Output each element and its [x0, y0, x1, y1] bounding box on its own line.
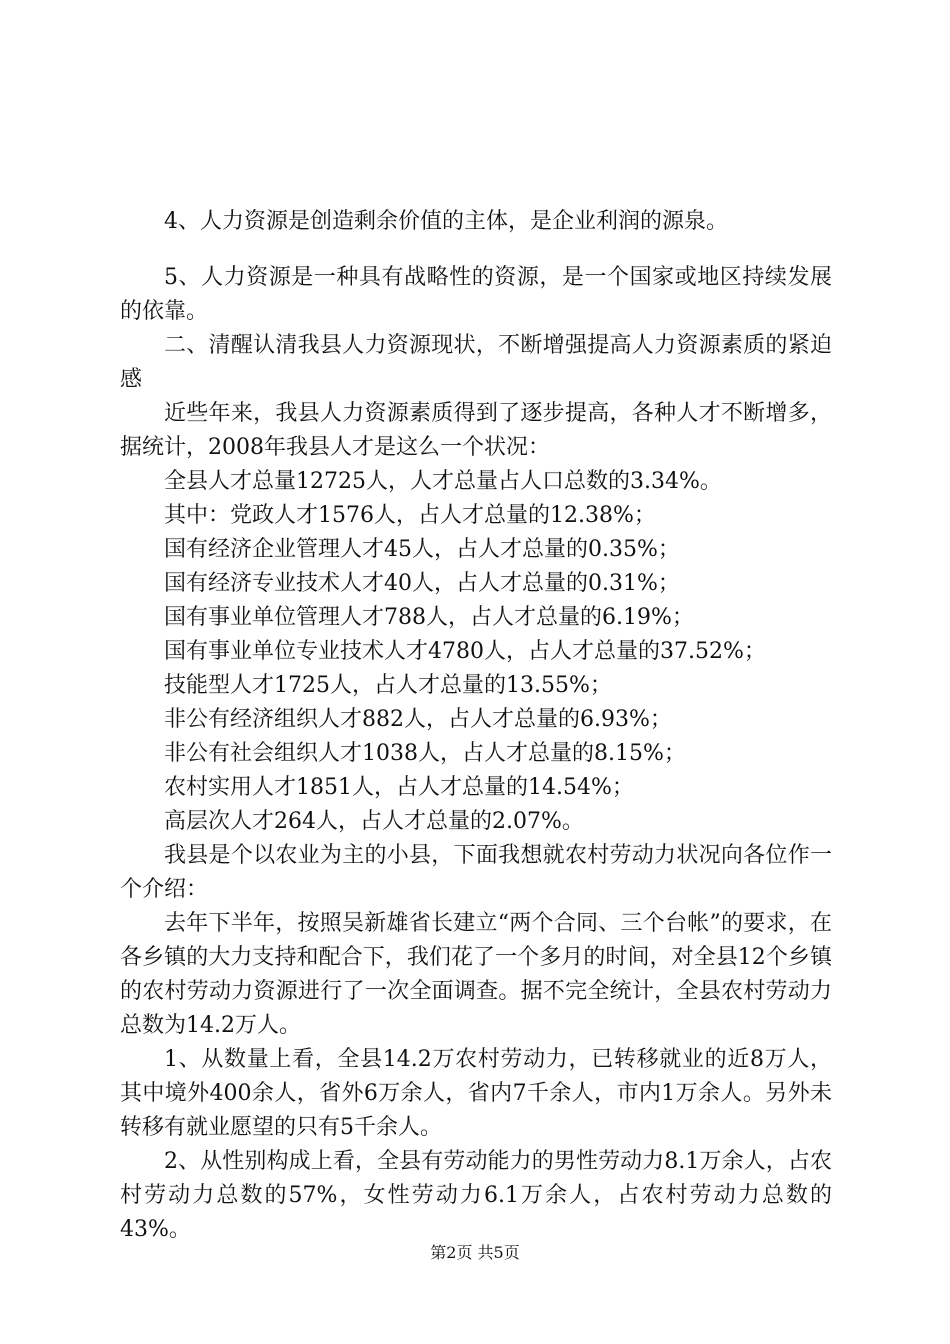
paragraph: 国有事业单位管理人才788人，占人才总量的6.19%；	[164, 605, 694, 630]
paragraph: 高层次人才264人，占人才总量的2.07%。	[164, 809, 584, 834]
paragraph: 我县是个以农业为主的小县，下面我想就农村劳动力状况向各位作一个介绍：	[120, 843, 832, 902]
paragraph: 国有经济企业管理人才45人，占人才总量的0.35%；	[164, 537, 680, 562]
paragraph: 国有经济专业技术人才40人，占人才总量的0.31%；	[164, 571, 680, 596]
paragraph: 非公有社会组织人才1038人，占人才总量的8.15%；	[164, 741, 686, 766]
paragraph: 国有事业单位专业技术人才4780人，占人才总量的37.52%；	[164, 639, 766, 664]
paragraph: 技能型人才1725人，占人才总量的13.55%；	[164, 673, 612, 698]
paragraph: 1、从数量上看，全县14.2万农村劳动力，已转移就业的近8万人，其中境外400余人，省外6万余人，省内7千余人，市内1万余人。另外未转移有就业愿望的只有5千余人。	[120, 1047, 832, 1140]
paragraph: 农村实用人才1851人，占人才总量的14.54%；	[164, 775, 634, 800]
paragraph: 其中：党政人才1576人，占人才总量的12.38%；	[164, 503, 656, 528]
paragraph: 2、从性别构成上看，全县有劳动能力的男性劳动力8.1万余人，占农村劳动力总数的57%，女性劳动力6.1万余人，占农村劳动力总数的43%。	[120, 1149, 832, 1242]
paragraph: 4、人力资源是创造剩余价值的主体，是企业利润的源泉。	[164, 209, 728, 234]
paragraph: 近些年来，我县人力资源素质得到了逐步提高，各种人才不断增多，据统计，2008年我县人才是这么一个状况：	[120, 401, 832, 460]
document-body	[120, 205, 832, 1247]
section-heading: 二、清醒认清我县人力资源现状，不断增强提高人力资源素质的紧迫感	[120, 333, 832, 392]
page-number-footer: 第2页 共5页	[430, 1243, 520, 1262]
paragraph: 非公有经济组织人才882人，占人才总量的6.93%；	[164, 707, 672, 732]
paragraph: 全县人才总量12725人，人才总量占人口总数的3.34%。	[164, 469, 722, 494]
paragraph: 去年下半年，按照吴新雄省长建立“两个合同、三个台帐”的要求，在各乡镇的大力支持和配合下，我们花了一个多月的时间，对全县12个乡镇的农村劳动力资源进行了一次全面调查。据不完全统计，全县农村劳动力总数为14.2万人。	[120, 911, 832, 1038]
paragraph: 5、人力资源是一种具有战略性的资源，是一个国家或地区持续发展的依靠。	[120, 265, 832, 324]
